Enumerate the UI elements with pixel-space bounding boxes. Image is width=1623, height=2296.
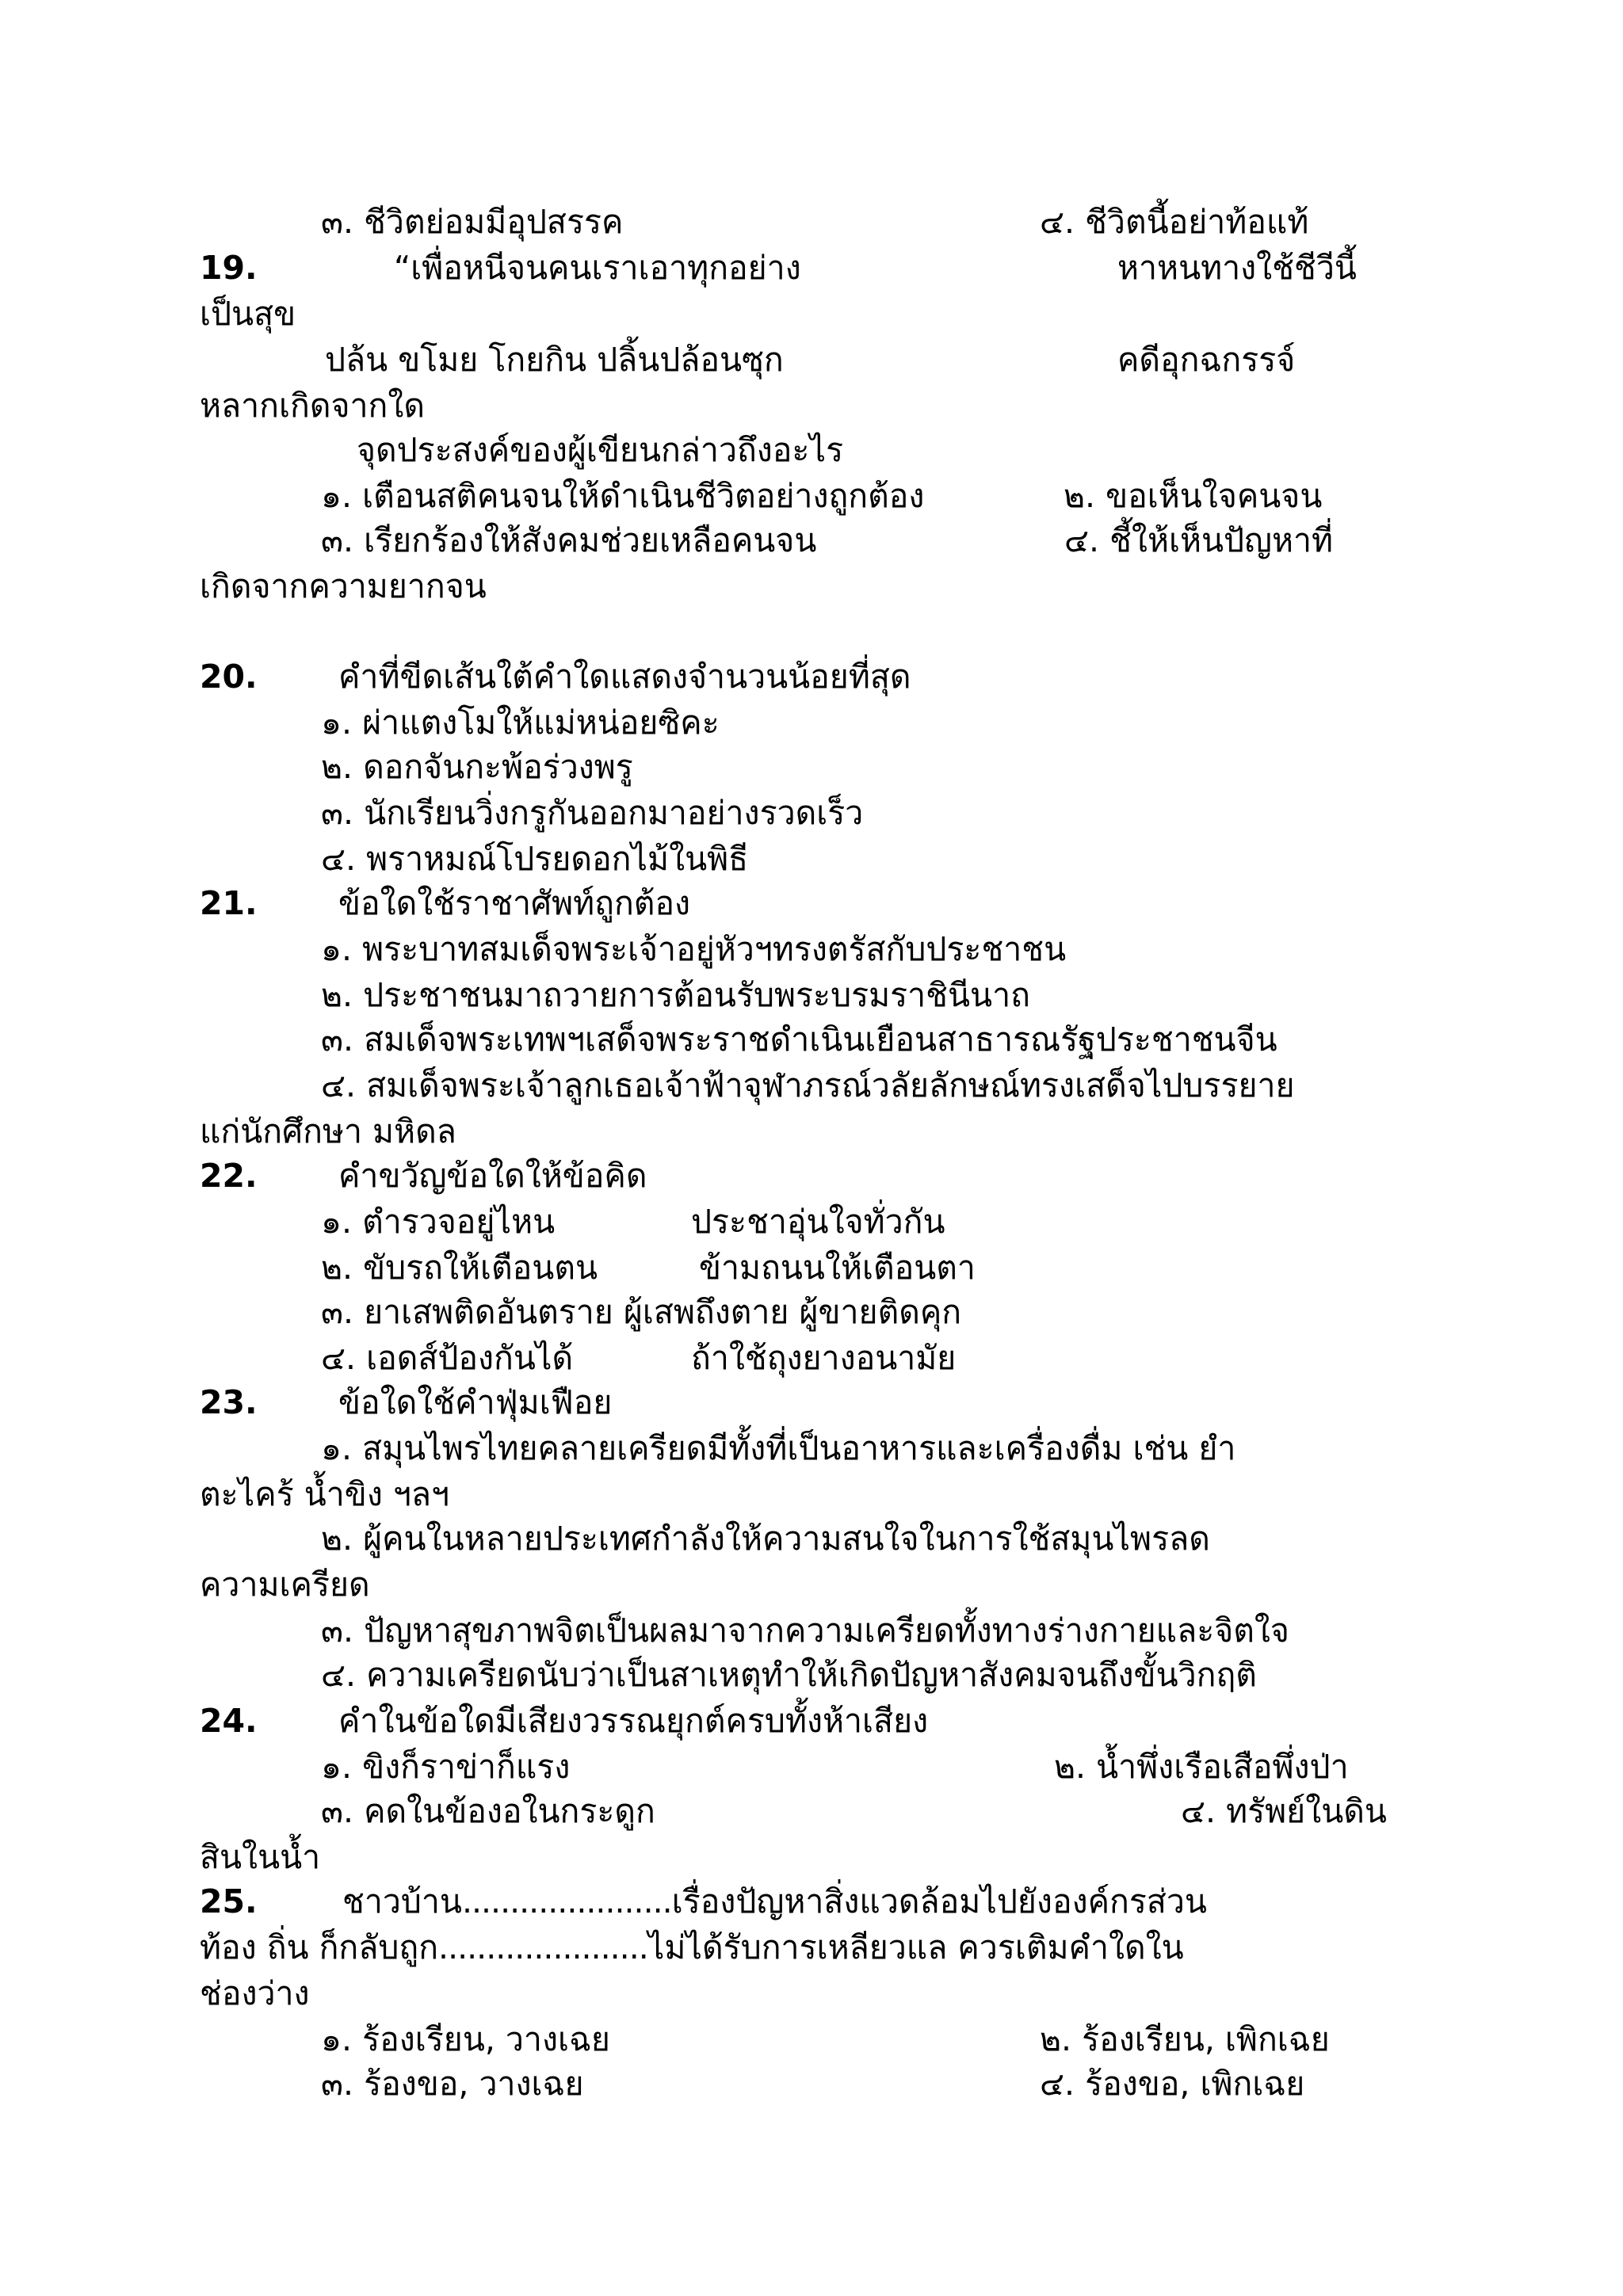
q19-option-4: ๔. ชี้ให้เห็นปัญหาที่ <box>1064 521 1334 559</box>
q20-question: คำที่ขีดเส้นใต้คำใดแสดงจำนวนน้อยที่สุด <box>338 658 911 696</box>
q20-option-2: ๒. ดอกจันกะพ้อร่วงพรู <box>321 748 633 786</box>
q24-number: 24. <box>200 1702 258 1740</box>
q24-question: คำในข้อใดมีเสียงวรรณยุกต์ครบทั้งห้าเสียง <box>338 1702 929 1740</box>
q21-option-3: ๓. สมเด็จพระเทพฯเสด็จพระราชดำเนินเยือนสาธารณรัฐประชาชนจีน <box>321 1020 1277 1058</box>
q19-poem-line1a: “เพื่อหนีจนคนเราเอาทุกอย่าง <box>394 249 801 287</box>
q25-line1 <box>342 1879 1207 1924</box>
q19-poem-line2a: ปล้น ขโมย โกยกิน ปลิ้นปล้อนซุก <box>325 341 784 379</box>
q22-option-1a: ๑. ตำรวจอยู่ไหน <box>321 1203 556 1241</box>
q21-question: ข้อใดใช้ราชาศัพท์ถูกต้อง <box>338 884 691 922</box>
q21-option-2: ๒. ประชาชนมาถวายการต้อนรับพระบรมราชินีนาถ <box>321 976 1030 1014</box>
q20-option-1: ๑. ผ่าแตงโมให้แม่หน่อยซิคะ <box>321 704 720 742</box>
q19-option-3: ๓. เรียกร้องให้สังคมช่วยเหลือคนจน <box>321 521 817 559</box>
q25-line1-a: ชาวบ้าน <box>342 1882 462 1920</box>
q22-option-2a: ๒. ขับรถให้เตือนตน <box>321 1249 598 1287</box>
q19-poem-line1c: เป็นสุข <box>200 295 296 333</box>
q25-blank-1: ...................... <box>461 1882 672 1920</box>
q19-question: จุดประสงค์ของผู้เขียนกล่าวถึงอะไร <box>357 431 844 469</box>
q24-option-4: ๔. ทรัพย์ในดิน <box>1181 1792 1387 1830</box>
q24-option-4-cont: สินในน้ำ <box>200 1838 321 1876</box>
q23-option-4: ๔. ความเครียดนับว่าเป็นสาเหตุทำให้เกิดปัญหาสังคมจนถึงขั้นวิกฤติ <box>321 1656 1257 1694</box>
q22-option-4a: ๔. เอดส์ป้องกันได้ <box>321 1339 574 1377</box>
q24-option-3: ๓. คดในข้องอในกระดูก <box>321 1792 655 1830</box>
q25-number: 25. <box>200 1882 258 1920</box>
q25-option-4: ๔. ร้องขอ, เพิกเฉย <box>1040 2065 1305 2103</box>
q23-number: 23. <box>200 1383 258 1421</box>
q24-option-1: ๑. ขิงก็ราข่าก็แรง <box>321 1748 571 1786</box>
q25-line2-b: ไม่ได้รับการเหลียวแล ควรเติมคำใดใน <box>647 1928 1184 1966</box>
q25-line1-b: เรื่องปัญหาสิ่งแวดล้อมไปยังองค์กรส่วน <box>671 1882 1207 1920</box>
q22-question: คำขวัญข้อใดให้ข้อคิด <box>338 1157 647 1195</box>
q19-option-2: ๒. ขอเห็นใจคนจน <box>1064 477 1323 515</box>
q22-option-1b: ประชาอุ่นใจทั่วกัน <box>691 1203 945 1241</box>
q19-poem-line2c: หลากเกิดจากใด <box>200 387 425 425</box>
q25-option-3: ๓. ร้องขอ, วางเฉย <box>321 2065 584 2103</box>
q21-number: 21. <box>200 884 258 922</box>
q19-option-4-cont: เกิดจากความยากจน <box>200 567 487 605</box>
q19-number: 19. <box>200 249 258 287</box>
q22-option-3: ๓. ยาเสพติดอันตราย ผู้เสพถึงตาย ผู้ขายติดคุก <box>321 1293 962 1331</box>
q23-option-2-cont: ความเครียด <box>200 1566 370 1604</box>
q22-option-4b: ถ้าใช้ถุงยางอนามัย <box>691 1339 957 1377</box>
q23-option-1-cont: ตะไคร้ น้ำขิง ฯลฯ <box>200 1475 450 1513</box>
q22-number: 22. <box>200 1157 258 1195</box>
q19-poem-line1b: หาหนทางใช้ชีวีนี้ <box>1117 249 1357 287</box>
q21-option-4-cont: แก่นักศึกษา มหิดล <box>200 1112 456 1150</box>
q23-option-2: ๒. ผู้คนในหลายประเทศกำลังให้ความสนใจในการใช้สมุนไพรลด <box>321 1520 1210 1558</box>
q25-line2-a: ท้อง ถิ่น ก็กลับถูก <box>200 1928 439 1966</box>
q24-option-2: ๒. น้ำพึ่งเรือเสือพึ่งป่า <box>1054 1748 1349 1786</box>
q25-option-1: ๑. ร้องเรียน, วางเฉย <box>321 2020 610 2058</box>
q20-number: 20. <box>200 658 258 696</box>
q19-poem-line2b: คดีอุกฉกรรจ์ <box>1117 341 1296 379</box>
q25-line2 <box>200 1925 1184 1970</box>
q25-line3: ช่องว่าง <box>200 1974 310 2012</box>
q21-option-1: ๑. พระบาทสมเด็จพระเจ้าอยู่หัวฯทรงตรัสกับประชาชน <box>321 930 1067 968</box>
q18-option-4: ๔. ชีวิตนี้อย่าท้อแท้ <box>1040 203 1309 241</box>
q23-option-1: ๑. สมุนไพรไทยคลายเครียดมีทั้งที่เป็นอาหารและเครื่องดื่ม เช่น ยำ <box>321 1429 1236 1467</box>
q25-blank-2: ...................... <box>438 1928 648 1966</box>
q19-option-1: ๑. เตือนสติคนจนให้ดำเนินชีวิตอย่างถูกต้อง <box>321 477 925 515</box>
q22-option-2b: ข้ามถนนให้เตือนตา <box>699 1249 976 1287</box>
q23-question: ข้อใดใช้คำฟุ่มเฟือย <box>338 1383 613 1421</box>
q25-option-2: ๒. ร้องเรียน, เพิกเฉย <box>1040 2020 1330 2058</box>
q21-option-4: ๔. สมเด็จพระเจ้าลูกเธอเจ้าฟ้าจุฬาภรณ์วลัยลักษณ์ทรงเสด็จไปบรรยาย <box>321 1066 1295 1104</box>
q23-option-3: ๓. ปัญหาสุขภาพจิตเป็นผลมาจากความเครียดทั้งทางร่างกายและจิตใจ <box>321 1611 1289 1650</box>
q18-option-3: ๓. ชีวิตย่อมมีอุปสรรค <box>321 203 624 241</box>
q20-option-3: ๓. นักเรียนวิ่งกรูกันออกมาอย่างรวดเร็ว <box>321 794 864 832</box>
q20-option-4: ๔. พราหมณ์โปรยดอกไม้ในพิธี <box>321 840 749 878</box>
